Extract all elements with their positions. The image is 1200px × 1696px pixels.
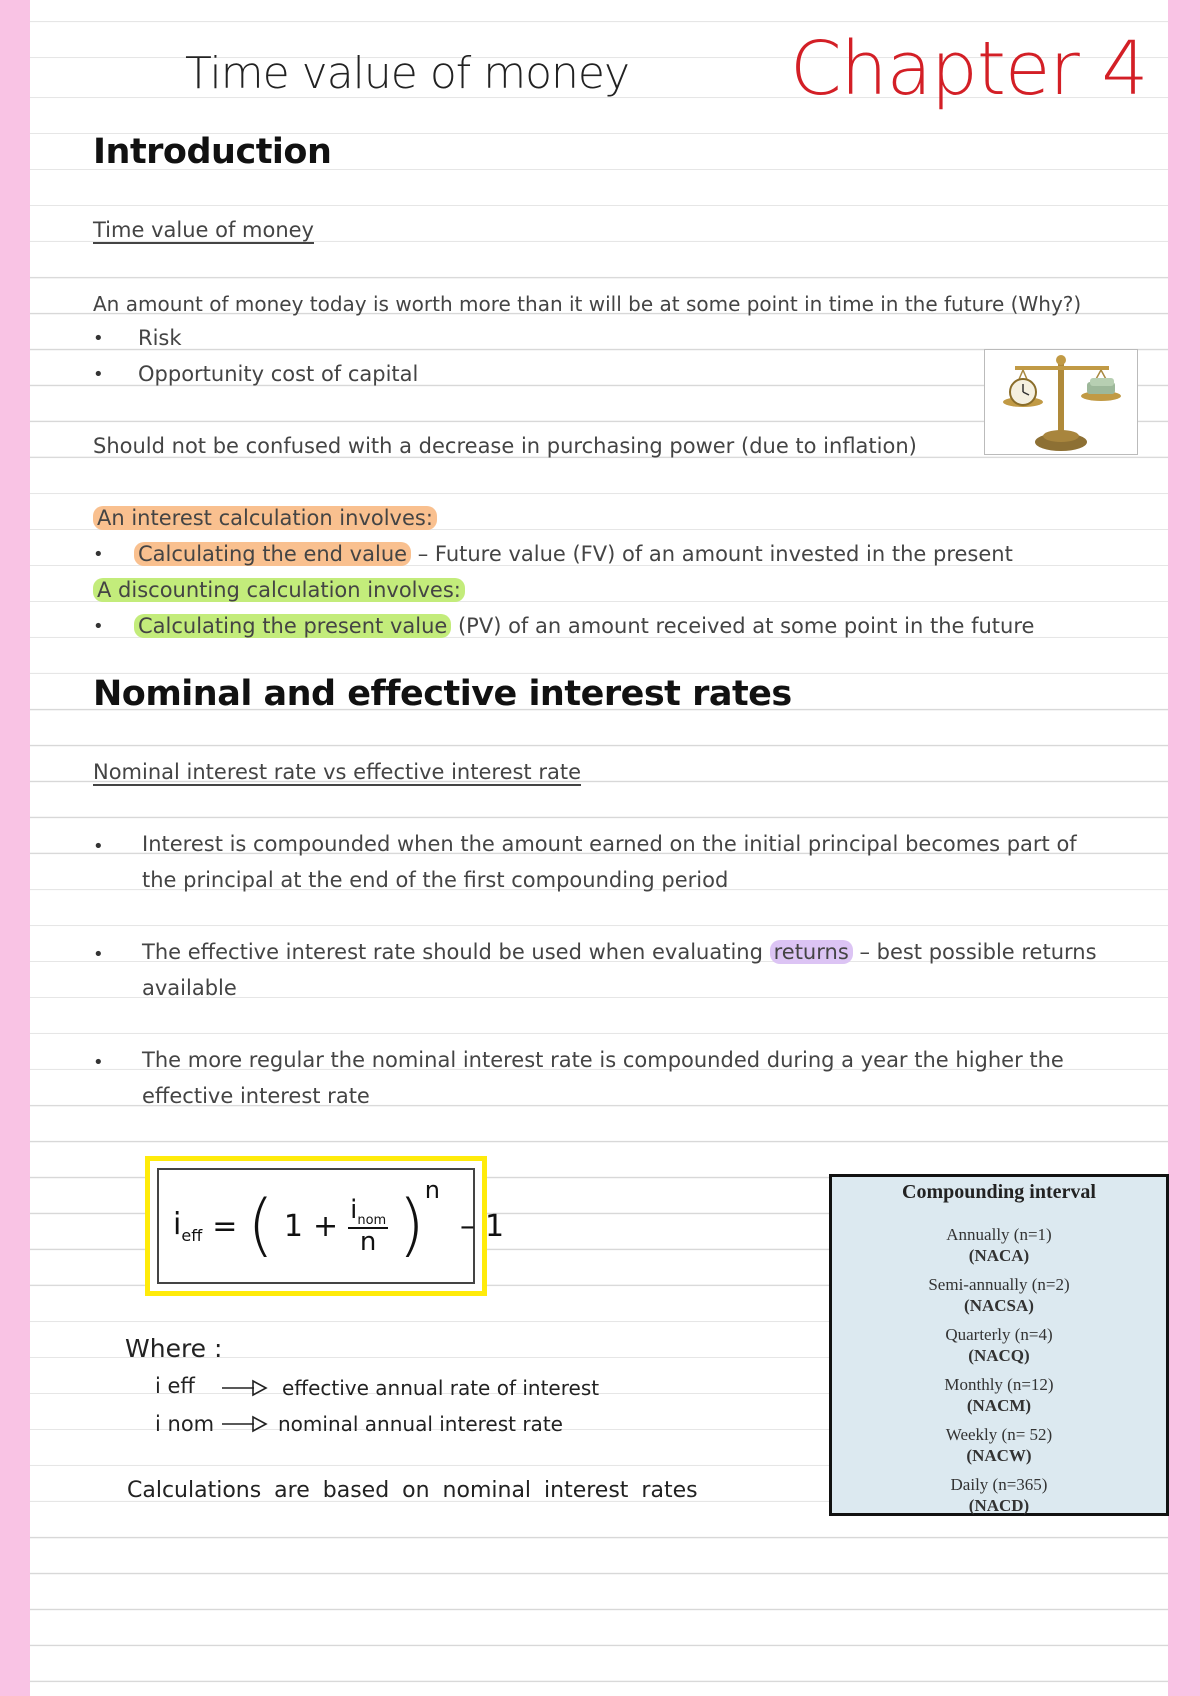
arrow-right-icon xyxy=(220,1414,268,1438)
section-heading-introduction: Introduction xyxy=(93,132,332,172)
bullet2-pre: The effective interest rate should be used when evaluating xyxy=(142,940,770,964)
discount-calc-label xyxy=(93,578,465,602)
fv-rest: – Future value (FV) of an amount invested in the present xyxy=(411,542,1013,566)
table-row: Annually (n=1) (NACA) xyxy=(946,1225,1052,1265)
nominal-bullet-2 xyxy=(142,934,1102,1006)
fv-line xyxy=(134,542,1013,566)
where-symbol-ieff: i eff xyxy=(155,1374,195,1398)
pv-line xyxy=(134,614,1034,638)
table-row: Daily (n=365) (NACD) xyxy=(950,1475,1048,1515)
intro-line-2: Should not be confused with a decrease in purchasing power (due to inflation) xyxy=(93,434,917,458)
where-symbol-inom: i nom xyxy=(155,1412,215,1436)
table-row: Quarterly (n=4) (NACQ) xyxy=(945,1325,1053,1365)
balance-scale-clock-money-icon xyxy=(984,349,1138,455)
bullet-dot: • xyxy=(93,364,104,385)
subheading-time-value: Time value of money xyxy=(93,218,314,242)
chapter-label: Chapter 4 xyxy=(790,26,1148,112)
bullet-dot: • xyxy=(93,836,104,857)
interest-calc-label xyxy=(93,506,437,530)
table-header: Compounding interval xyxy=(902,1181,1096,1203)
bullet2-post: – best possible returns available xyxy=(142,940,1097,1000)
returns-highlight: returns xyxy=(770,940,853,964)
table-row: Monthly (n=12) (NACM) xyxy=(944,1375,1054,1415)
pv-highlight: Calculating the present value xyxy=(134,614,451,638)
section-heading-nominal-effective: Nominal and effective interest rates xyxy=(93,674,792,714)
formula-close-paren: ) xyxy=(398,1186,425,1265)
formula-lhs: $i_{eff}$ xyxy=(173,1207,203,1245)
where-desc-inom: nominal annual interest rate xyxy=(278,1412,563,1436)
bullet-dot: • xyxy=(93,616,104,637)
where-desc-ieff: effective annual rate of interest xyxy=(282,1376,600,1400)
bullet-dot: • xyxy=(93,1052,104,1073)
interest-calc-text: An interest calculation involves: xyxy=(93,506,437,530)
formula-minus: – xyxy=(459,1208,475,1244)
bullet-opportunity-cost: Opportunity cost of capital xyxy=(138,362,419,386)
table-row: Semi-annually (n=2) (NACSA) xyxy=(928,1275,1070,1315)
formula xyxy=(157,1168,505,1284)
bullet-dot: • xyxy=(93,328,104,349)
calculations-note: Calculations are based on nominal interest rates xyxy=(127,1478,698,1503)
formula-minus-one: 1 xyxy=(484,1208,505,1244)
bullet-dot: • xyxy=(93,944,104,965)
effective-rate-formula-box xyxy=(145,1156,505,1296)
intro-line-1: An amount of money today is worth more than it will be at some point in time in the future (Why?) xyxy=(93,292,1082,316)
fv-highlight: Calculating the end value xyxy=(134,542,411,566)
page-title: Time value of money xyxy=(185,48,630,99)
discount-calc-text: A discounting calculation involves: xyxy=(93,578,465,602)
nominal-bullet-1: Interest is compounded when the amount earned on the initial principal becomes part of the principal at the end of the first compounding period xyxy=(142,832,1077,892)
nominal-bullet-3: The more regular the nominal interest rate is compounded during a year the higher the effective interest rate xyxy=(142,1048,1064,1108)
subheading-nominal-vs-effective: Nominal interest rate vs effective interest rate xyxy=(93,760,581,784)
bullet-dot: • xyxy=(93,544,104,565)
table-row: Weekly (n= 52) (NACW) xyxy=(945,1425,1053,1465)
formula-plus: + xyxy=(312,1208,339,1244)
compounding-interval-table xyxy=(829,1174,1169,1516)
notebook-page xyxy=(30,0,1168,1696)
formula-fraction: $\frac{i_{nom}}{n}$ xyxy=(350,1194,387,1258)
bullet-risk: Risk xyxy=(138,326,182,350)
arrow-right-icon xyxy=(220,1378,268,1402)
formula-open-paren: ( xyxy=(247,1186,274,1265)
where-label: Where : xyxy=(125,1334,223,1363)
formula-exponent: n xyxy=(424,1176,440,1204)
formula-one: 1 xyxy=(283,1208,303,1244)
formula-equals: = xyxy=(212,1208,238,1244)
pv-rest: (PV) of an amount received at some point in the future xyxy=(451,614,1035,638)
